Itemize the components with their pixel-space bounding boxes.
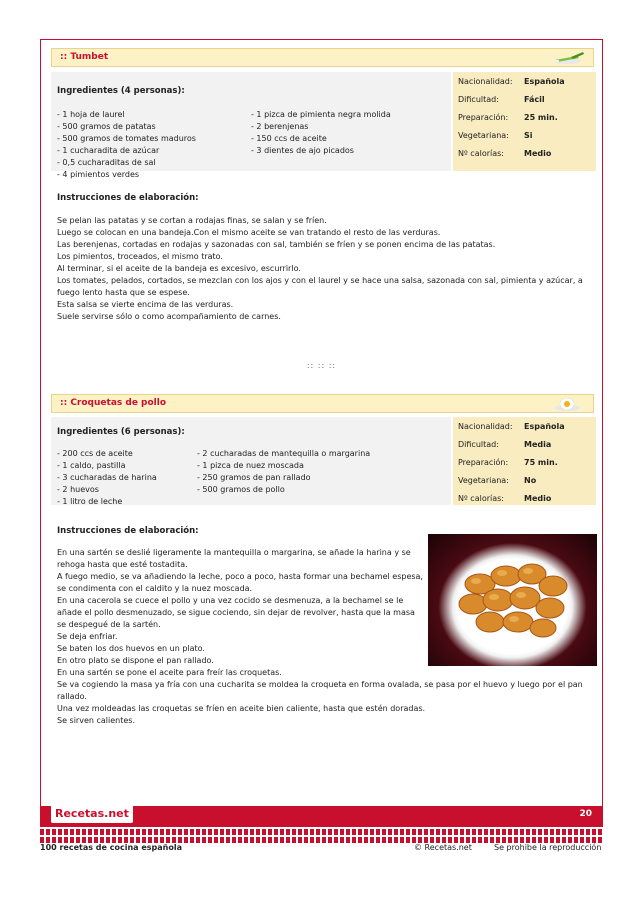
info-row-nationality: Nacionalidad: Española bbox=[458, 77, 565, 86]
ingredient-item: - 2 berenjenas bbox=[251, 122, 309, 131]
instructions-text bbox=[57, 215, 583, 323]
ingredient-item: - 500 gramos de patatas bbox=[57, 122, 156, 131]
instruction-line: Se va cogiendo la masa ya fría con una cucharita se moldea la croqueta en forma ovalada, se pasa por el huevo y luego por el pan bbox=[57, 680, 583, 689]
copyright-text: © Recetas.net bbox=[414, 843, 472, 852]
ingredient-item: - 200 ccs de aceite bbox=[57, 449, 133, 458]
info-row-calories: Nº calorías: Medio bbox=[458, 494, 552, 503]
ingredient-item: - 500 gramos de pollo bbox=[197, 485, 285, 494]
instruction-line: Los pimientos, troceados, el mismo trato. bbox=[57, 252, 223, 261]
footer-stripe bbox=[40, 829, 603, 835]
ingredients-list bbox=[197, 448, 370, 496]
info-row-nationality: Nacionalidad: Española bbox=[458, 422, 565, 431]
instructions-title: Instrucciones de elaboración: bbox=[57, 526, 199, 536]
recipe-separator: :: :: :: bbox=[306, 361, 337, 370]
ingredients-box bbox=[51, 417, 451, 505]
page-frame bbox=[40, 39, 603, 827]
instruction-line: rallado. bbox=[57, 692, 87, 701]
instruction-line: Esta salsa se vierte encima de las verduras. bbox=[57, 300, 234, 309]
instruction-line: A fuego medio, se va añadiendo la leche, poco a poco, hasta formar una bechamel espesa, bbox=[57, 572, 423, 581]
ingredients-title: Ingredientes (6 personas): bbox=[57, 427, 185, 437]
instruction-line: Una vez moldeadas las croquetas se fríen en aceite bien caliente, hasta que estén doradas. bbox=[57, 704, 426, 713]
instruction-line: Los tomates, pelados, cortados, se mezclan con los ajos y con el laurel y se hace una salsa, sazonada con sal, pimienta y azúcar, a bbox=[57, 276, 583, 285]
ingredient-item: - 4 pimientos verdes bbox=[57, 170, 140, 179]
ingredients-list bbox=[251, 109, 391, 157]
instruction-line: Suele servirse sólo o como acompañamiento de carnes. bbox=[57, 312, 281, 321]
ingredients-title: Ingredientes (4 personas): bbox=[57, 86, 185, 96]
instruction-line: se despegué de la sartén. bbox=[57, 620, 161, 629]
info-row-difficulty: Dificultad: Media bbox=[458, 440, 552, 449]
instruction-line: añade el pollo desmenuzado, se sigue cociendo, sin dejar de revolver, hasta que la masa bbox=[57, 608, 415, 617]
croquettes-image bbox=[428, 534, 597, 666]
ingredient-item: - 1 cucharadita de azúcar bbox=[57, 146, 160, 155]
instruction-line: rehoga hasta que esté tostadita. bbox=[57, 560, 188, 569]
info-row-preparation: Preparación: 75 min. bbox=[458, 458, 558, 467]
instruction-line: Se sirven calientes. bbox=[57, 716, 135, 725]
instruction-line: Se pelan las patatas y se cortan a rodajas finas, se salan y se fríen. bbox=[57, 216, 327, 225]
recipe-info-box bbox=[453, 417, 596, 505]
info-row-vegetarian: Vegetariana: No bbox=[458, 476, 537, 485]
egg-icon bbox=[547, 396, 587, 412]
reproduction-notice: Se prohibe la reproducción bbox=[494, 843, 602, 852]
recipe-title: :: Tumbet bbox=[60, 52, 109, 62]
instruction-line: Se deja enfriar. bbox=[57, 632, 118, 641]
instruction-line: En una sartén se deslié ligeramente la mantequilla o margarina, se añade la harina y se bbox=[57, 548, 411, 557]
instruction-line: Se baten los dos huevos en un plato. bbox=[57, 644, 205, 653]
ingredient-item: - 1 pizca de nuez moscada bbox=[197, 461, 304, 470]
ingredient-item: - 1 pizca de pimienta negra molida bbox=[251, 110, 391, 119]
info-row-calories: Nº calorías: Medio bbox=[458, 149, 552, 158]
instruction-line: En una cacerola se cuece el pollo y una vez cocido se desmenuza, a la bechamel se le bbox=[57, 596, 404, 605]
instructions-title: Instrucciones de elaboración: bbox=[57, 193, 199, 203]
ingredient-item: - 500 gramos de tomates maduros bbox=[57, 134, 196, 143]
instruction-line: fuego lento hasta que se espese. bbox=[57, 288, 190, 297]
recipe-title-bar bbox=[51, 48, 594, 67]
info-row-difficulty: Dificultad: Fácil bbox=[458, 95, 545, 104]
ingredient-item: - 0,5 cucharaditas de sal bbox=[57, 158, 156, 167]
ingredient-item: - 2 huevos bbox=[57, 485, 99, 494]
croquetas-photo bbox=[428, 534, 597, 666]
recipe-title: :: Croquetas de pollo bbox=[60, 398, 167, 408]
ingredients-list bbox=[57, 109, 196, 181]
ingredient-item: - 3 dientes de ajo picados bbox=[251, 146, 354, 155]
instruction-line: se condimenta con el caldito y la nuez moscada. bbox=[57, 584, 253, 593]
ingredient-item: - 3 cucharadas de harina bbox=[57, 473, 157, 482]
instruction-line: En una sartén se pone el aceite para freír las croquetas. bbox=[57, 668, 282, 677]
ingredients-list bbox=[57, 448, 157, 508]
page-number: 20 bbox=[579, 809, 592, 819]
ingredient-item: - 150 ccs de aceite bbox=[251, 134, 327, 143]
recipe-info-box bbox=[453, 72, 596, 171]
instruction-line: Al terminar, si el aceite de la bandeja es excesivo, escurrirlo. bbox=[57, 264, 301, 273]
recetas-logo: Recetas.net bbox=[51, 805, 133, 823]
book-title: 100 recetas de cocina española bbox=[40, 843, 182, 852]
instruction-line: En otro plato se dispone el pan rallado. bbox=[57, 656, 214, 665]
ingredient-item: - 2 cucharadas de mantequilla o margarina bbox=[197, 449, 371, 458]
recipe-title-bar bbox=[51, 394, 594, 413]
ingredients-box bbox=[51, 72, 451, 179]
leek-icon bbox=[547, 50, 587, 66]
instruction-line: Luego se colocan en una bandeja.Con el mismo aceite se van tratando el resto de las verduras. bbox=[57, 228, 441, 237]
info-row-preparation: Preparación: 25 min. bbox=[458, 113, 558, 122]
instruction-line: Las berenjenas, cortadas en rodajas y sazonadas con sal, también se fríen y se ponen encima de las patatas. bbox=[57, 240, 496, 249]
ingredient-item: - 250 gramos de pan rallado bbox=[197, 473, 311, 482]
info-row-vegetarian: Vegetariana: Si bbox=[458, 131, 533, 140]
ingredient-item: - 1 caldo, pastilla bbox=[57, 461, 126, 470]
ingredient-item: - 1 litro de leche bbox=[57, 497, 123, 506]
ingredient-item: - 1 hoja de laurel bbox=[57, 110, 125, 119]
